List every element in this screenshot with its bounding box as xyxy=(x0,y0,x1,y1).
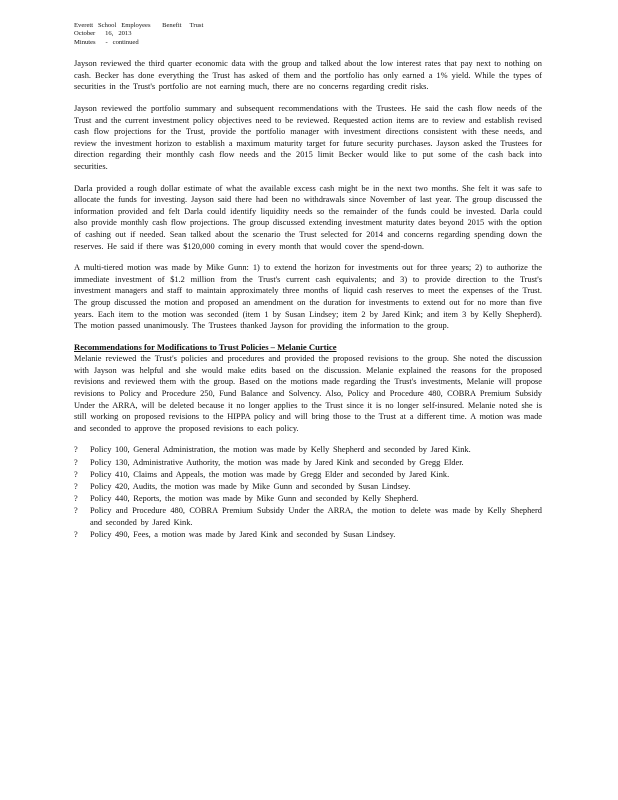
policy-text: Policy 420, Audits, the motion was made by Mike Gunn and seconded by Susan Lindsey. xyxy=(90,482,411,492)
paragraph-economic-review: Jayson reviewed the third quarter economic data with the group and talked about the low interest rates that pay next to nothing on cash. Becker has done everything the Trust has asked of them and the portfolio has only earned a 1% yield. While the types of securities in the Trust's portfolio are not earning much, there are no concerns regarding credit risks. xyxy=(74,59,542,92)
paragraph-motion: A multi-tiered motion was made by Mike Gunn: 1) to extend the horizon for investments out for three years; 2) to authorize the immediate investment of $1.2 million from the Trust's current cash equivalents; and 3) to provide direction to the Trust's investment managers and staff to maintain approximately three months of liquid cash reserves to meet the expenses of the Trust. The group discussed the motion and proposed an amendment on the duration for investments to extend out for no more than five years. Each item to the motion was seconded (item 1 by Susan Lindsey; item 2 by Jared Kink; and item 3 by Kelly Shepherd). The motion passed unanimously. The Trustees thanked Jayson for providing the information to the group. xyxy=(74,263,542,331)
policy-text: Policy 100, General Administration, the motion was made by Kelly Shepherd and seconded by Jared Kink. xyxy=(90,445,471,455)
bullet-glyph: ? xyxy=(74,469,78,479)
policy-text: Policy 130, Administrative Authority, the motion was made by Jared Kink and seconded by Gregg Elder. xyxy=(90,457,464,467)
bullet-glyph: ? xyxy=(74,445,78,455)
document-page xyxy=(74,22,542,541)
list-item xyxy=(74,481,542,492)
list-item xyxy=(74,469,542,480)
paragraph-cash-estimate: Darla provided a rough dollar estimate of what the available excess cash might be in the next two months. She felt it was safe to allocate the funds for investing. Jayson said there had been no withdrawals since November of last year. The group discussed the information provided and felt Darla could identify liquidity needs so the remainder of the funds could be invested. Darla could also provide monthly cash flow projections. The group discussed extending investment maturity dates beyond 2015 with the option of cashing out if needed. Sean talked about the scenario the Trust selected for 2014 and concerns regarding spending down the reserves. He said if there was $120,000 coming in every month that would cover the spend-down. xyxy=(74,183,542,251)
bullet-glyph: ? xyxy=(74,529,78,539)
section-policy-modifications xyxy=(74,342,542,435)
list-item xyxy=(74,493,542,504)
list-item xyxy=(74,529,542,540)
bullet-glyph: ? xyxy=(74,494,78,504)
header-org: Everett School Employees Benefit Trust xyxy=(74,22,204,29)
page-header xyxy=(74,22,542,47)
paragraph-portfolio-summary: Jayson reviewed the portfolio summary and subsequent recommendations with the Trustees. He said the cash flow needs of the Trust and the current investment policy objectives need to be reviewed. Requested action items are to review and establish revised cash flow projections for the Trust, provide the portfolio manager with investment directions consistent with these needs, and review the investment horizon to establish a maximum maturity target for future security purchases. Jayson asked the Trustees for direction regarding their monthly cash flow needs and the 2015 limit Becker would like to put some of the cash back into securities. xyxy=(74,104,542,171)
bullet-glyph: ? xyxy=(74,482,78,492)
policy-text: Policy 490, Fees, a motion was made by Jared Kink and seconded by Susan Lindsey. xyxy=(90,529,396,539)
bullet-glyph: ? xyxy=(74,457,78,467)
list-item xyxy=(74,444,542,455)
section-heading: Recommendations for Modifications to Trust Policies – Melanie Curtice xyxy=(74,341,337,352)
list-item xyxy=(74,505,542,527)
bullet-glyph: ? xyxy=(74,506,78,516)
header-date: October 16, 2013 xyxy=(74,30,132,38)
policy-list xyxy=(74,444,542,540)
header-subtitle: Minutes - continued xyxy=(74,38,139,46)
policy-text: Policy 410, Claims and Appeals, the motion was made by Gregg Elder and seconded by Jared Kink. xyxy=(90,469,450,479)
section-body: Melanie reviewed the Trust's policies and procedures and provided the proposed revisions to the group. She noted the discussion with Jayson was helpful and she would make edits based on the discussion. Melanie explained the reasons for the proposed revisions and reviewed them with the group. Based on the motions made regarding the Trust's investments, Melanie will propose revisions to Policy and Procedure 250, Fund Balance and Solvency. Also, Policy and Procedure 480, COBRA Premium Subsidy Under the ARRA, will be deleted because it no longer applies to the Trust since it is no longer self-insured. Melanie noted she is still working on proposed revisions to the HIPPA policy and will bring those to the Trust at a different time. A motion was made and seconded to approve the proposed revisions to each policy. xyxy=(74,354,542,433)
policy-text: Policy and Procedure 480, COBRA Premium Subsidy Under the ARRA, the motion to delete was made by Kelly Shepherd and seconded by Jared Kink. xyxy=(90,506,542,527)
list-item xyxy=(74,457,542,468)
policy-text: Policy 440, Reports, the motion was made by Mike Gunn and seconded by Kelly Shepherd. xyxy=(90,494,419,504)
